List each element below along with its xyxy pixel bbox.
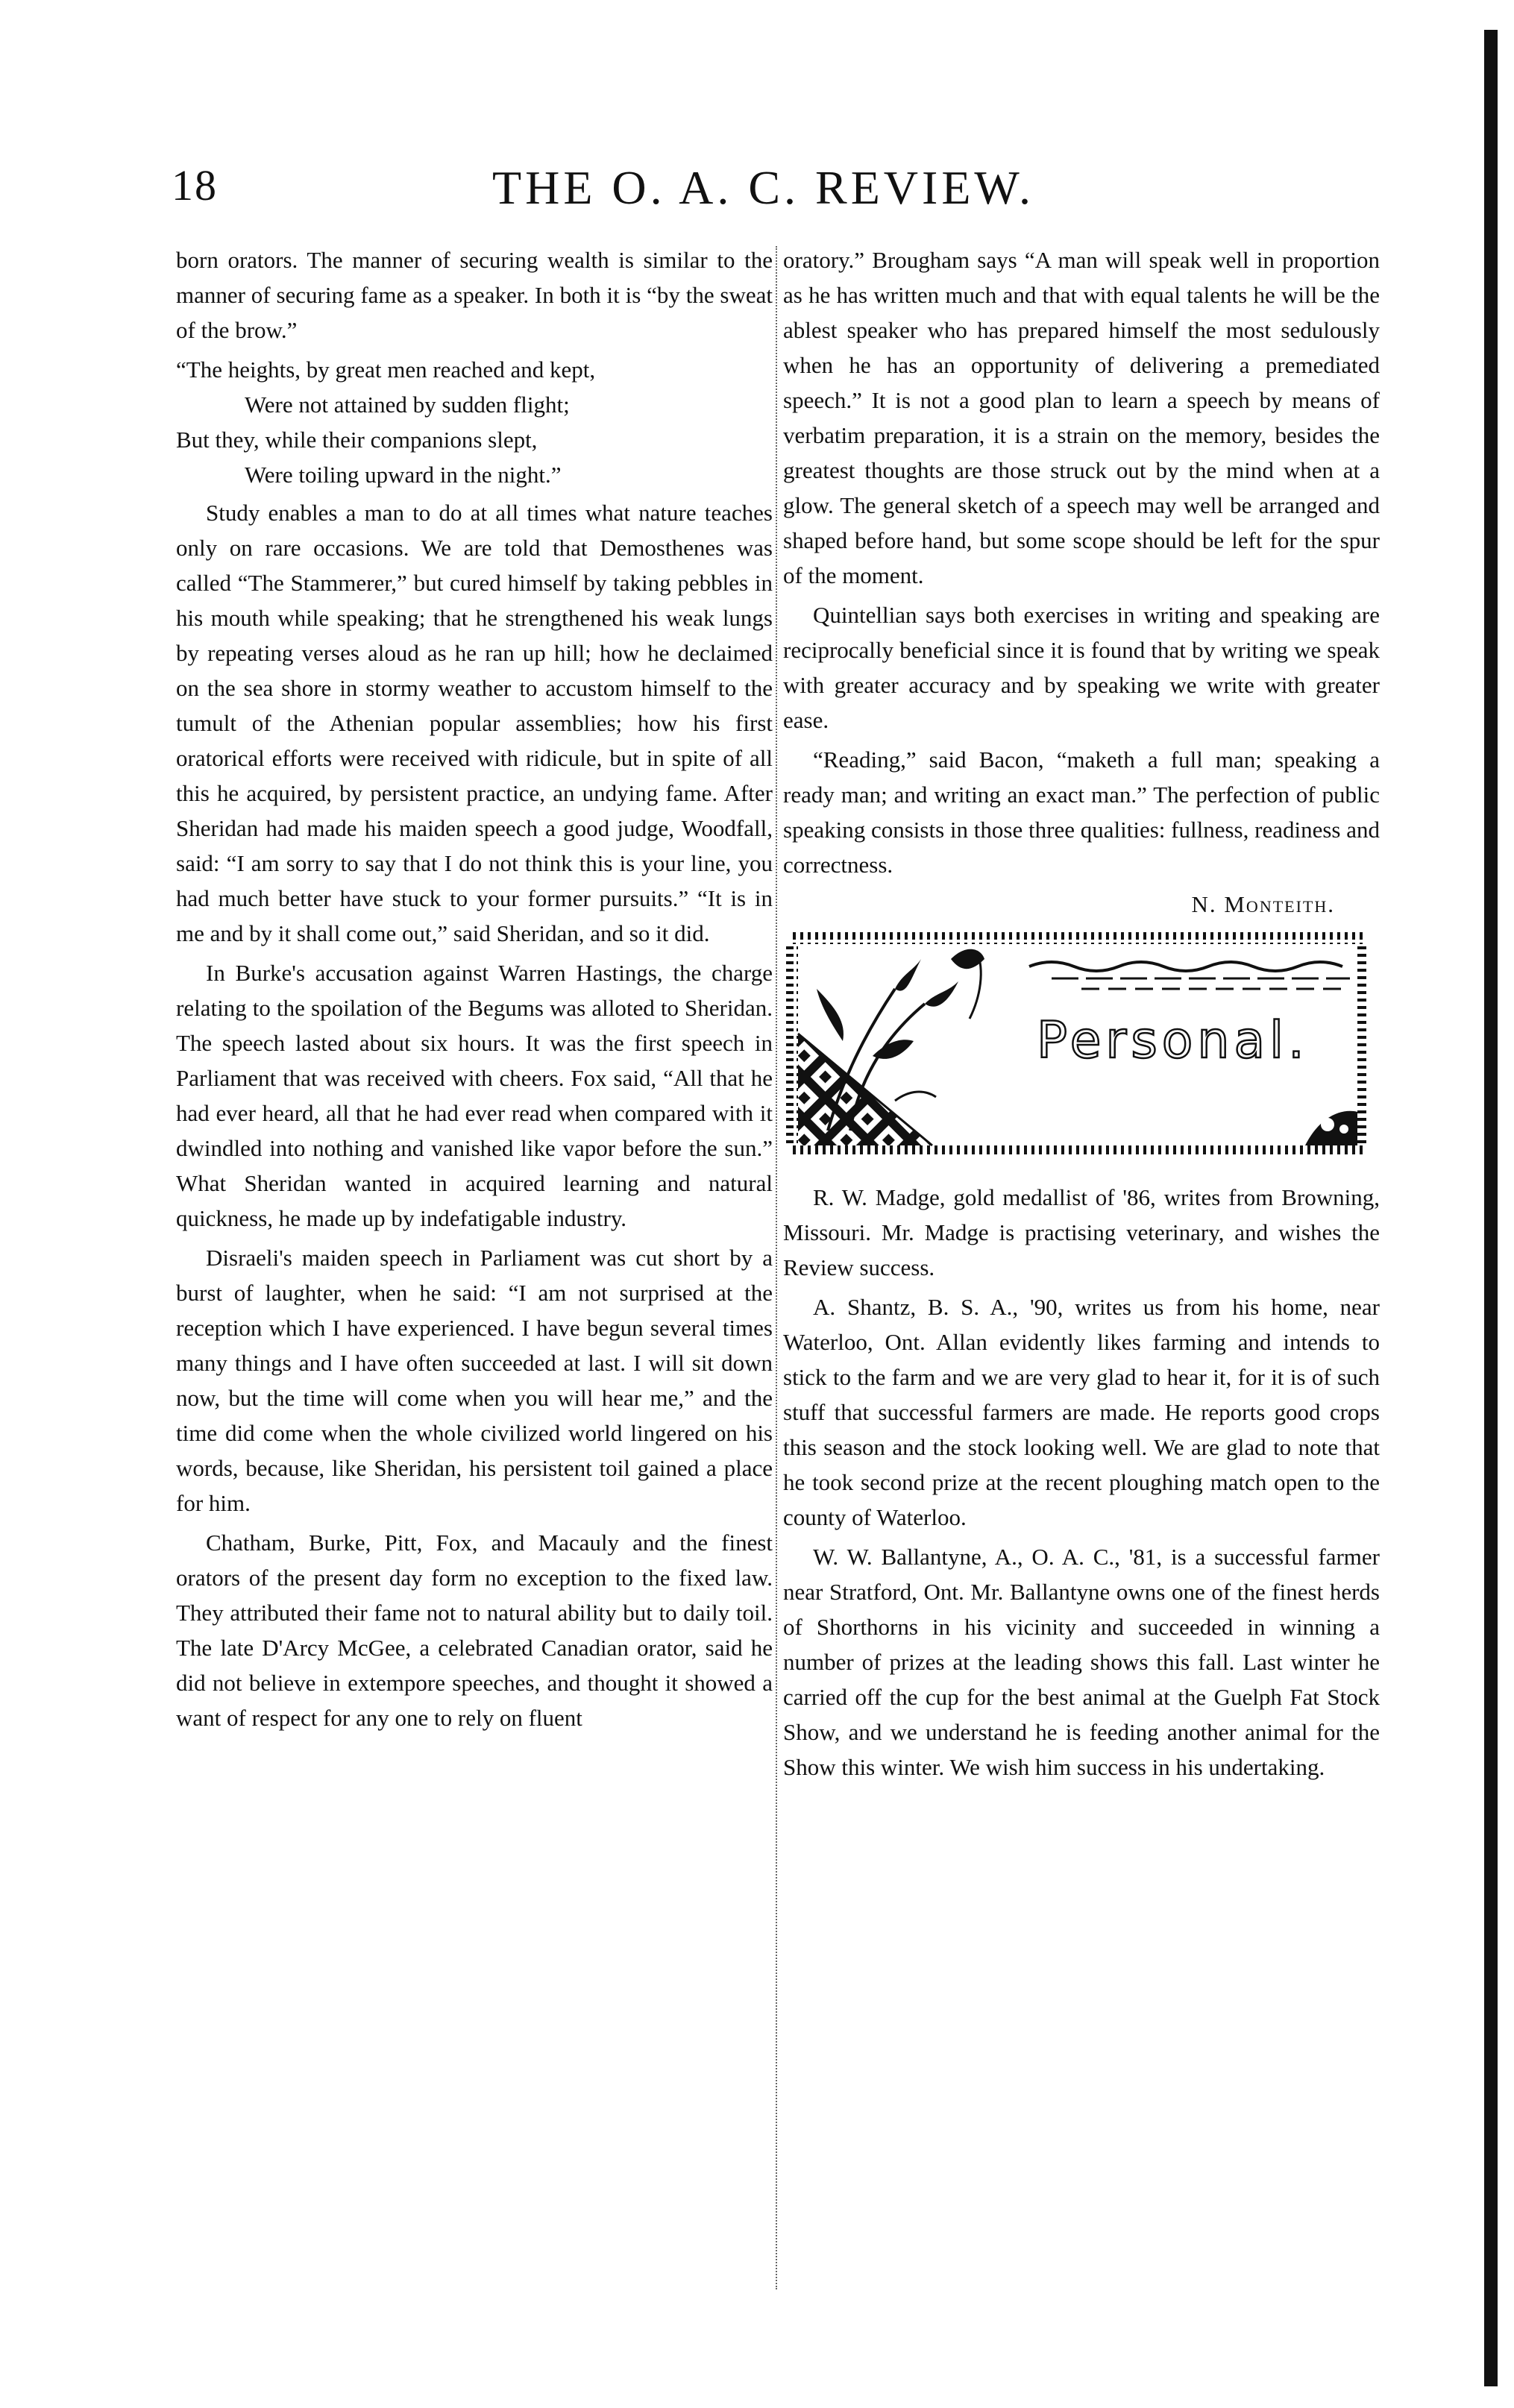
scan-edge-bar [1484, 30, 1498, 2386]
left-paragraph-5: Chatham, Burke, Pitt, Fox, and Macauly and the finest orators of the present day form no exception to the fixed law. They attributed their fame not to natural ability but to daily toil. The late D'Arcy McGee, a celebrated Canadian orator, said he did not believe in extempore speeches, and thought it showed a want of respect for any one to rely on fluent [176, 1530, 773, 1731]
page-header [172, 153, 1365, 220]
poem-line-4: Were toiling upward in the night.” [245, 462, 562, 488]
poem-line-2: Were not attained by sudden flight; [245, 392, 570, 418]
left-paragraph-1: born orators. The manner of securing wealth is similar to the manner of securing fame as a speaker. In both it is “by the sweat of the brow.” [176, 247, 773, 343]
personal-item-madge: R. W. Madge, gold medallist of '86, writes from Browning, Missouri. Mr. Madge is practising veterinary, and wishes the Review success. [783, 1184, 1380, 1280]
left-paragraph-2: Study enables a man to do at all times what nature teaches only on rare occasions. We are told that Demosthenes was called “The Stammerer,” but cured himself by taking pebbles in his mouth while speaking; that he strengthened his weak lungs by repeating verses aloud as he ran up hill; how he declaimed on the sea shore in stormy weather to accustom himself to the tumult of the Athenian popular assemblies; how his first oratorical efforts were received with ridicule, but in spite of all this he acquired, by persistent practice, an undying fame. After Sheridan had made his maiden speech a good judge, Woodfall, said: “I am sorry to say that I do not think this is your line, you had much better have stuck to your former pursuits.” “It is in me and by it shall come out,” said Sheridan, and so it did. [176, 500, 773, 946]
column-divider [776, 246, 779, 2289]
left-paragraph-3: In Burke's accusation against Warren Hastings, the charge relating to the spoilation of the Begums was alloted to Sheridan. The speech lasted about six hours. It was the first speech in Parliament that was received with cheers. Fox said, “All that he had ever heard, all that he had ever read when compared with it dwindled into nothing and vanished like vapor before the sun.” What Sheridan wanted in acquired learning and natural quickness, he made up by indefatigable industry. [176, 960, 773, 1231]
right-paragraph-2: Quintellian says both exercises in writing and speaking are reciprocally beneficial since it is found that by writing we speak with greater accuracy and by speaking we write with greater ease. [783, 602, 1380, 733]
right-paragraph-3: “Reading,” said Bacon, “maketh a full man; speaking a ready man; and writing an exact man.” The perfection of public speaking consists in those three qualities: fullness, readiness and correctness. [783, 746, 1380, 878]
personal-section-ornament [783, 929, 1372, 1160]
personal-section-title: Personal. [1037, 1011, 1309, 1070]
left-paragraph-4: Disraeli's maiden speech in Parliament was cut short by a burst of laughter, when he said: “I am not surprised at the reception which I have experienced. I have begun several times many things and I have often succeeded at last. I will sit down now, but the time will come when you will hear me,” and the time did come when the whole civilized world lingered on his words, because, like Sheridan, his persistent toil gained a place for him. [176, 1245, 773, 1516]
right-column [783, 242, 1380, 1789]
author-signature: N. Monteith. [1191, 891, 1335, 917]
right-paragraph-1: oratory.” Brougham says “A man will speak well in proportion as he has written much and that with equal talents he will be the ablest speaker who has prepared himself the most sedulously when he has an opportunity of delivering a premediated speech.” It is not a good plan to learn a speech by means of verbatim preparation, it is a strain on the memory, besides the greatest thoughts are those struck out by the mind when at a glow. The general sketch of a speech may well be arranged and shaped before hand, but some scope should be left for the spur of the moment. [783, 247, 1380, 588]
poem-line-3: But they, while their companions slept, [176, 427, 538, 453]
left-column [176, 242, 773, 1740]
personal-item-shantz: A. Shantz, B. S. A., '90, writes us from his home, near Waterloo, Ont. Allan evidently likes farming and intends to stick to the farm and we are very glad to hear it, for it is of such stuff that successful farmers are made. He reports good crops this season and the stock looking well. We are glad to note that he took second prize at the recent ploughing match open to the county of Waterloo. [783, 1294, 1380, 1530]
poem-quotation [176, 352, 773, 492]
page-number: 18 [172, 161, 218, 210]
poem-line-1: “The heights, by great men reached and kept, [176, 356, 596, 383]
personal-item-ballantyne: W. W. Ballantyne, A., O. A. C., '81, is a successful farmer near Stratford, Ont. Mr. Ballantyne owns one of the finest herds of Shorthorns in his vicinity and succeeded in winning a number of prizes at the leading shows this fall. Last winter he carried off the cup for the best animal at the Guelph Fat Stock Show, and we understand he is feeding another animal for the Show this winter. We wish him success in his undertaking. [783, 1544, 1380, 1780]
running-title: THE O. A. C. REVIEW. [492, 161, 1034, 214]
